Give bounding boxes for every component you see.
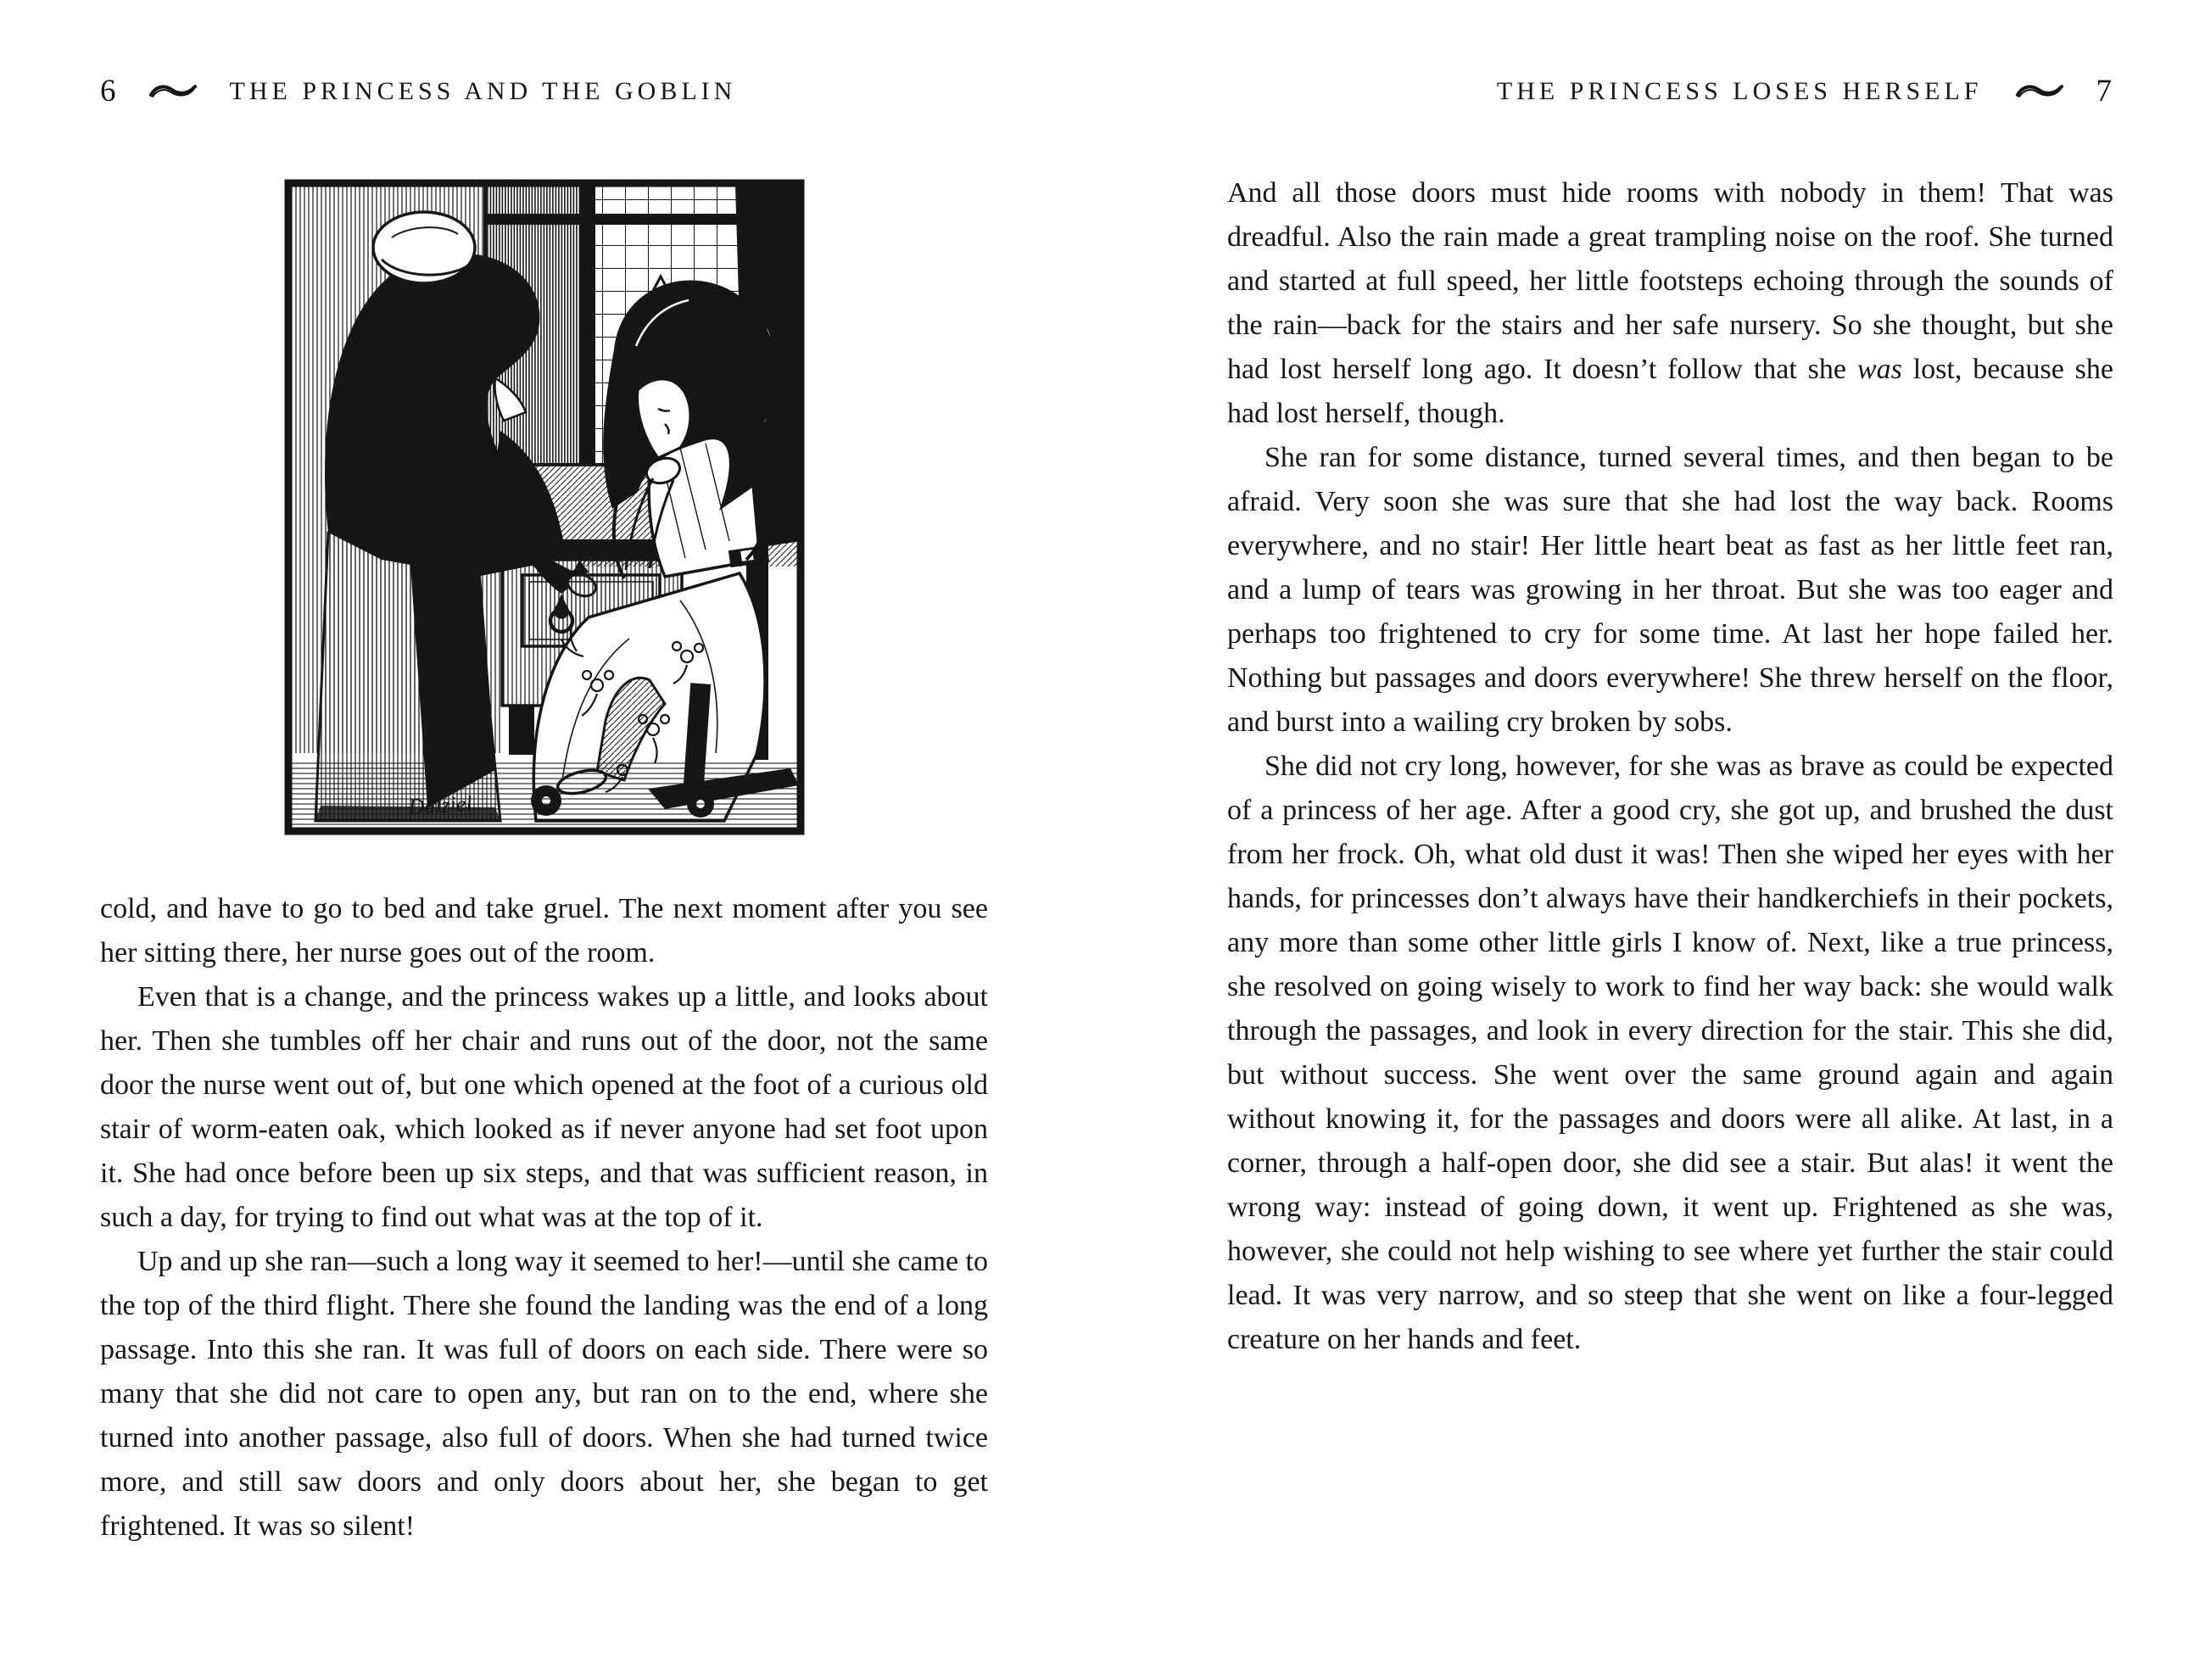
left-running-head: [100, 73, 736, 109]
left-text-column: [100, 176, 988, 1549]
paragraph: And all those doors must hide rooms with nobody in them! That was dreadful. Also the rain made a great trampling noise on the roof. She turned and started at full speed, her little footsteps echoing through the sounds of the rain—back for the stairs and her safe nursery. So she thought, but she had lost herself long ago. It doesn’t follow that she was lost, because she had lost herself, though.: [1227, 177, 2113, 429]
left-running-head-title: THE PRINCESS AND THE GOBLIN: [229, 76, 737, 105]
woodcut-illustration: [282, 176, 807, 838]
right-page: [1102, 0, 2205, 1680]
engraving-nurse-and-princess: [282, 176, 807, 838]
left-page-body-text: [100, 887, 988, 1549]
right-page-body-text: [1227, 171, 2113, 1362]
right-running-head-title: THE PRINCESS LOSES HERSELF: [1496, 76, 1983, 105]
right-text-column: [1227, 171, 2113, 1362]
right-page-number: 7: [2096, 74, 2112, 109]
paragraph: Up and up she ran—such a long way it seemed to her!—until she came to the top of the third flight. There she found the landing was the end of a long passage. Into this she ran. It was full of doors on each side. There were so many that she did not care to open any, but ran on to the end, where she turned into another passage, also full of doors. When she had turned twice more, and still saw doors and only doors about her, she began to get frightened. It was so silent!: [100, 1246, 988, 1542]
paragraph: She did not cry long, however, for she was as brave as could be expected of a princess of her age. After a good cry, she got up, and brushed the dust from her frock. Oh, what old dust it was! Then she wiped her eyes with her hands, for princesses don’t always have their handkerchiefs in their pockets, any more than some other little girls I know of. Next, like a true princess, she resolved on going wisely to work to find her way back: she would walk through the passages, and look in every direction for the stair. This she did, but without success. She went over the same ground again and again without knowing it, for the passages and doors were all alike. At last, in a corner, through a half-open door, she did see a stair. But alas! it went the wrong way: instead of going down, it went up. Frightened as she was, however, she could not help wishing to see where yet further the stair could lead. It was very narrow, and so steep that she went on like a four-legged creature on her hands and feet.: [1227, 751, 2113, 1355]
paragraph: She ran for some distance, turned several times, and then began to be afraid. Very soon she was sure that she had lost the way back. Rooms everywhere, and no stair! Her little heart beat as fast as her little feet ran, and a lump of tears was growing in her throat. But she was too eager and perhaps too frightened to cry for some time. At last her hope failed her. Nothing but passages and doors everywhere! She threw herself on the floor, and burst into a wailing cry broken by sobs.: [1227, 442, 2113, 738]
paragraph: cold, and have to go to bed and take gruel. The next moment after you see her sitting there, her nurse goes out of the room.: [100, 893, 988, 968]
swash-ornament-icon: [148, 81, 198, 102]
left-page: [0, 0, 1102, 1680]
swash-ornament-icon: [2015, 81, 2064, 102]
floor: [290, 760, 799, 829]
left-page-number: 6: [100, 74, 116, 109]
right-running-head: [1497, 73, 2112, 109]
paragraph: Even that is a change, and the princess wakes up a little, and looks about her. Then she tumbles off her chair and runs out of the door, not the same door the nurse went out of, but one which opened at the foot of a curious old stair of worm-eaten oak, which looked as if never anyone had set foot upon it. She had once before been up six steps, and that was sufficient reason, in such a day, for trying to find out what was at the top of it.: [100, 981, 988, 1233]
engraver-signature: Dalziel: [407, 791, 472, 819]
